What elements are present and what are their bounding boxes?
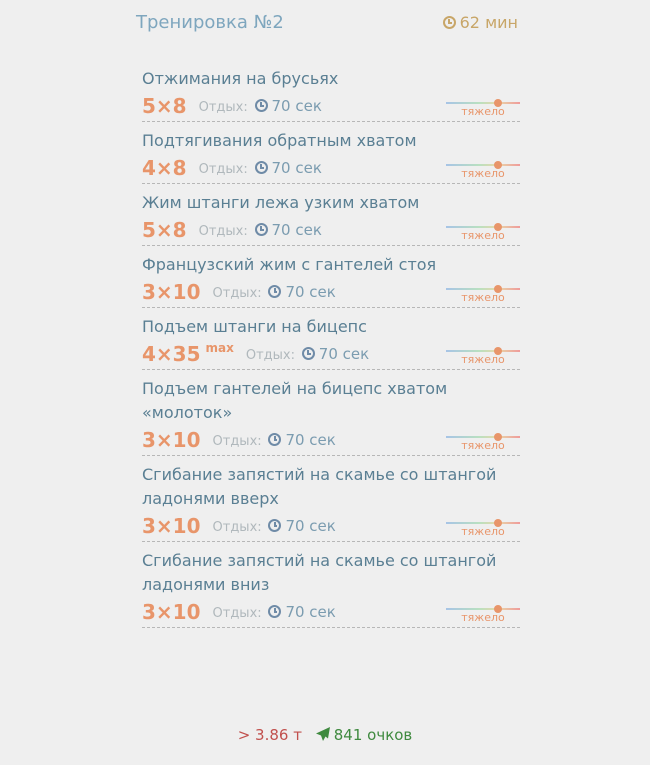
difficulty-label: тяжело bbox=[461, 167, 505, 180]
exercise-item[interactable] bbox=[142, 370, 520, 456]
sets-reps: 5×8 bbox=[142, 94, 187, 118]
difficulty-indicator bbox=[446, 511, 520, 541]
exercise-item[interactable] bbox=[142, 122, 520, 184]
difficulty-indicator bbox=[446, 215, 520, 245]
exercise-item[interactable] bbox=[142, 184, 520, 246]
difficulty-label: тяжело bbox=[461, 353, 505, 366]
sets-reps: 3×10 bbox=[142, 280, 201, 304]
points-value: 841 очков bbox=[333, 726, 413, 744]
rest-label: Отдых: bbox=[212, 606, 262, 621]
difficulty-label: тяжело bbox=[461, 105, 505, 118]
exercise-details bbox=[142, 153, 520, 183]
sets-reps: 3×10 bbox=[142, 428, 201, 452]
clock-icon bbox=[255, 161, 268, 174]
clock-icon bbox=[443, 16, 456, 29]
exercise-item[interactable] bbox=[142, 456, 520, 542]
exercise-name: Подтягивания обратным хватом bbox=[142, 131, 417, 150]
exercise-details bbox=[142, 597, 520, 627]
exercise-name: Французский жим с гантелей стоя bbox=[142, 255, 437, 274]
clock-icon bbox=[268, 605, 281, 618]
rest-time bbox=[213, 597, 336, 629]
exercise-name: Отжимания на брусьях bbox=[142, 69, 339, 88]
clock-icon bbox=[268, 433, 281, 446]
rest-value: 70 сек bbox=[285, 431, 336, 449]
rest-time bbox=[246, 339, 369, 371]
difficulty-indicator bbox=[446, 597, 520, 627]
rest-label: Отдых: bbox=[212, 434, 262, 449]
difficulty-label: тяжело bbox=[461, 611, 505, 624]
exercise-item[interactable] bbox=[142, 308, 520, 370]
rest-label: Отдых: bbox=[212, 286, 262, 301]
points-total bbox=[315, 726, 413, 744]
difficulty-track bbox=[446, 608, 520, 610]
clock-icon bbox=[255, 99, 268, 112]
workout-summary bbox=[0, 724, 650, 746]
difficulty-track bbox=[446, 226, 520, 228]
clock-icon bbox=[268, 519, 281, 532]
exercise-details bbox=[142, 425, 520, 455]
exercise-name: Сгибание запястий на скамье со штангой ладонями вниз bbox=[142, 551, 497, 594]
clock-icon bbox=[255, 223, 268, 236]
difficulty-track bbox=[446, 522, 520, 524]
exercise-item[interactable] bbox=[142, 246, 520, 308]
rest-time bbox=[213, 277, 336, 309]
rest-value: 70 сек bbox=[285, 283, 336, 301]
exercise-item[interactable] bbox=[142, 60, 520, 122]
workout-duration-value: 62 мин bbox=[459, 13, 518, 32]
rest-time bbox=[199, 91, 322, 123]
difficulty-indicator bbox=[446, 277, 520, 307]
rest-value: 70 сек bbox=[271, 159, 322, 177]
exercise-name: Жим штанги лежа узким хватом bbox=[142, 193, 420, 212]
rest-label: Отдых: bbox=[198, 162, 248, 177]
exercise-list bbox=[142, 60, 520, 628]
clock-icon bbox=[302, 347, 315, 360]
difficulty-track bbox=[446, 436, 520, 438]
difficulty-track bbox=[446, 102, 520, 104]
sets-extra: max bbox=[205, 341, 234, 355]
rest-label: Отдых: bbox=[198, 224, 248, 239]
difficulty-track bbox=[446, 350, 520, 352]
difficulty-indicator bbox=[446, 339, 520, 369]
exercise-details bbox=[142, 277, 520, 307]
clock-icon bbox=[268, 285, 281, 298]
exercise-details bbox=[142, 511, 520, 541]
difficulty-track bbox=[446, 288, 520, 290]
difficulty-indicator bbox=[446, 91, 520, 121]
difficulty-track bbox=[446, 164, 520, 166]
sets-reps: 3×10 bbox=[142, 600, 201, 624]
rest-time bbox=[213, 511, 336, 543]
rest-label: Отдых: bbox=[198, 100, 248, 115]
difficulty-label: тяжело bbox=[461, 525, 505, 538]
rest-time bbox=[199, 215, 322, 247]
difficulty-label: тяжело bbox=[461, 229, 505, 242]
exercise-details bbox=[142, 91, 520, 121]
rest-value: 70 сек bbox=[271, 97, 322, 115]
rest-time bbox=[213, 425, 336, 457]
exercise-details bbox=[142, 339, 520, 369]
rest-time bbox=[199, 153, 322, 185]
rest-label: Отдых: bbox=[245, 348, 295, 363]
workout-title: Тренировка №2 bbox=[136, 12, 284, 33]
workout-header bbox=[136, 10, 518, 36]
difficulty-indicator bbox=[446, 153, 520, 183]
exercise-item[interactable] bbox=[142, 542, 520, 628]
difficulty-label: тяжело bbox=[461, 439, 505, 452]
tonnage-total: > 3.86 т bbox=[237, 726, 302, 744]
sets-reps: 4×35 bbox=[142, 342, 201, 366]
rest-value: 70 сек bbox=[271, 221, 322, 239]
rest-label: Отдых: bbox=[212, 520, 262, 535]
rest-value: 70 сек bbox=[285, 603, 336, 621]
difficulty-indicator bbox=[446, 425, 520, 455]
exercise-name: Подъем штанги на бицепс bbox=[142, 317, 367, 336]
sets-reps: 5×8 bbox=[142, 218, 187, 242]
exercise-details bbox=[142, 215, 520, 245]
plane-icon bbox=[315, 726, 331, 742]
rest-value: 70 сек bbox=[318, 345, 370, 363]
sets-reps: 3×10 bbox=[142, 514, 201, 538]
exercise-name: Сгибание запястий на скамье со штангой ладонями вверх bbox=[142, 465, 497, 508]
sets-reps: 4×8 bbox=[142, 156, 187, 180]
workout-duration bbox=[441, 10, 518, 36]
difficulty-label: тяжело bbox=[461, 291, 505, 304]
rest-value: 70 сек bbox=[285, 517, 336, 535]
exercise-name: Подъем гантелей на бицепс хватом «молоток» bbox=[142, 379, 448, 422]
